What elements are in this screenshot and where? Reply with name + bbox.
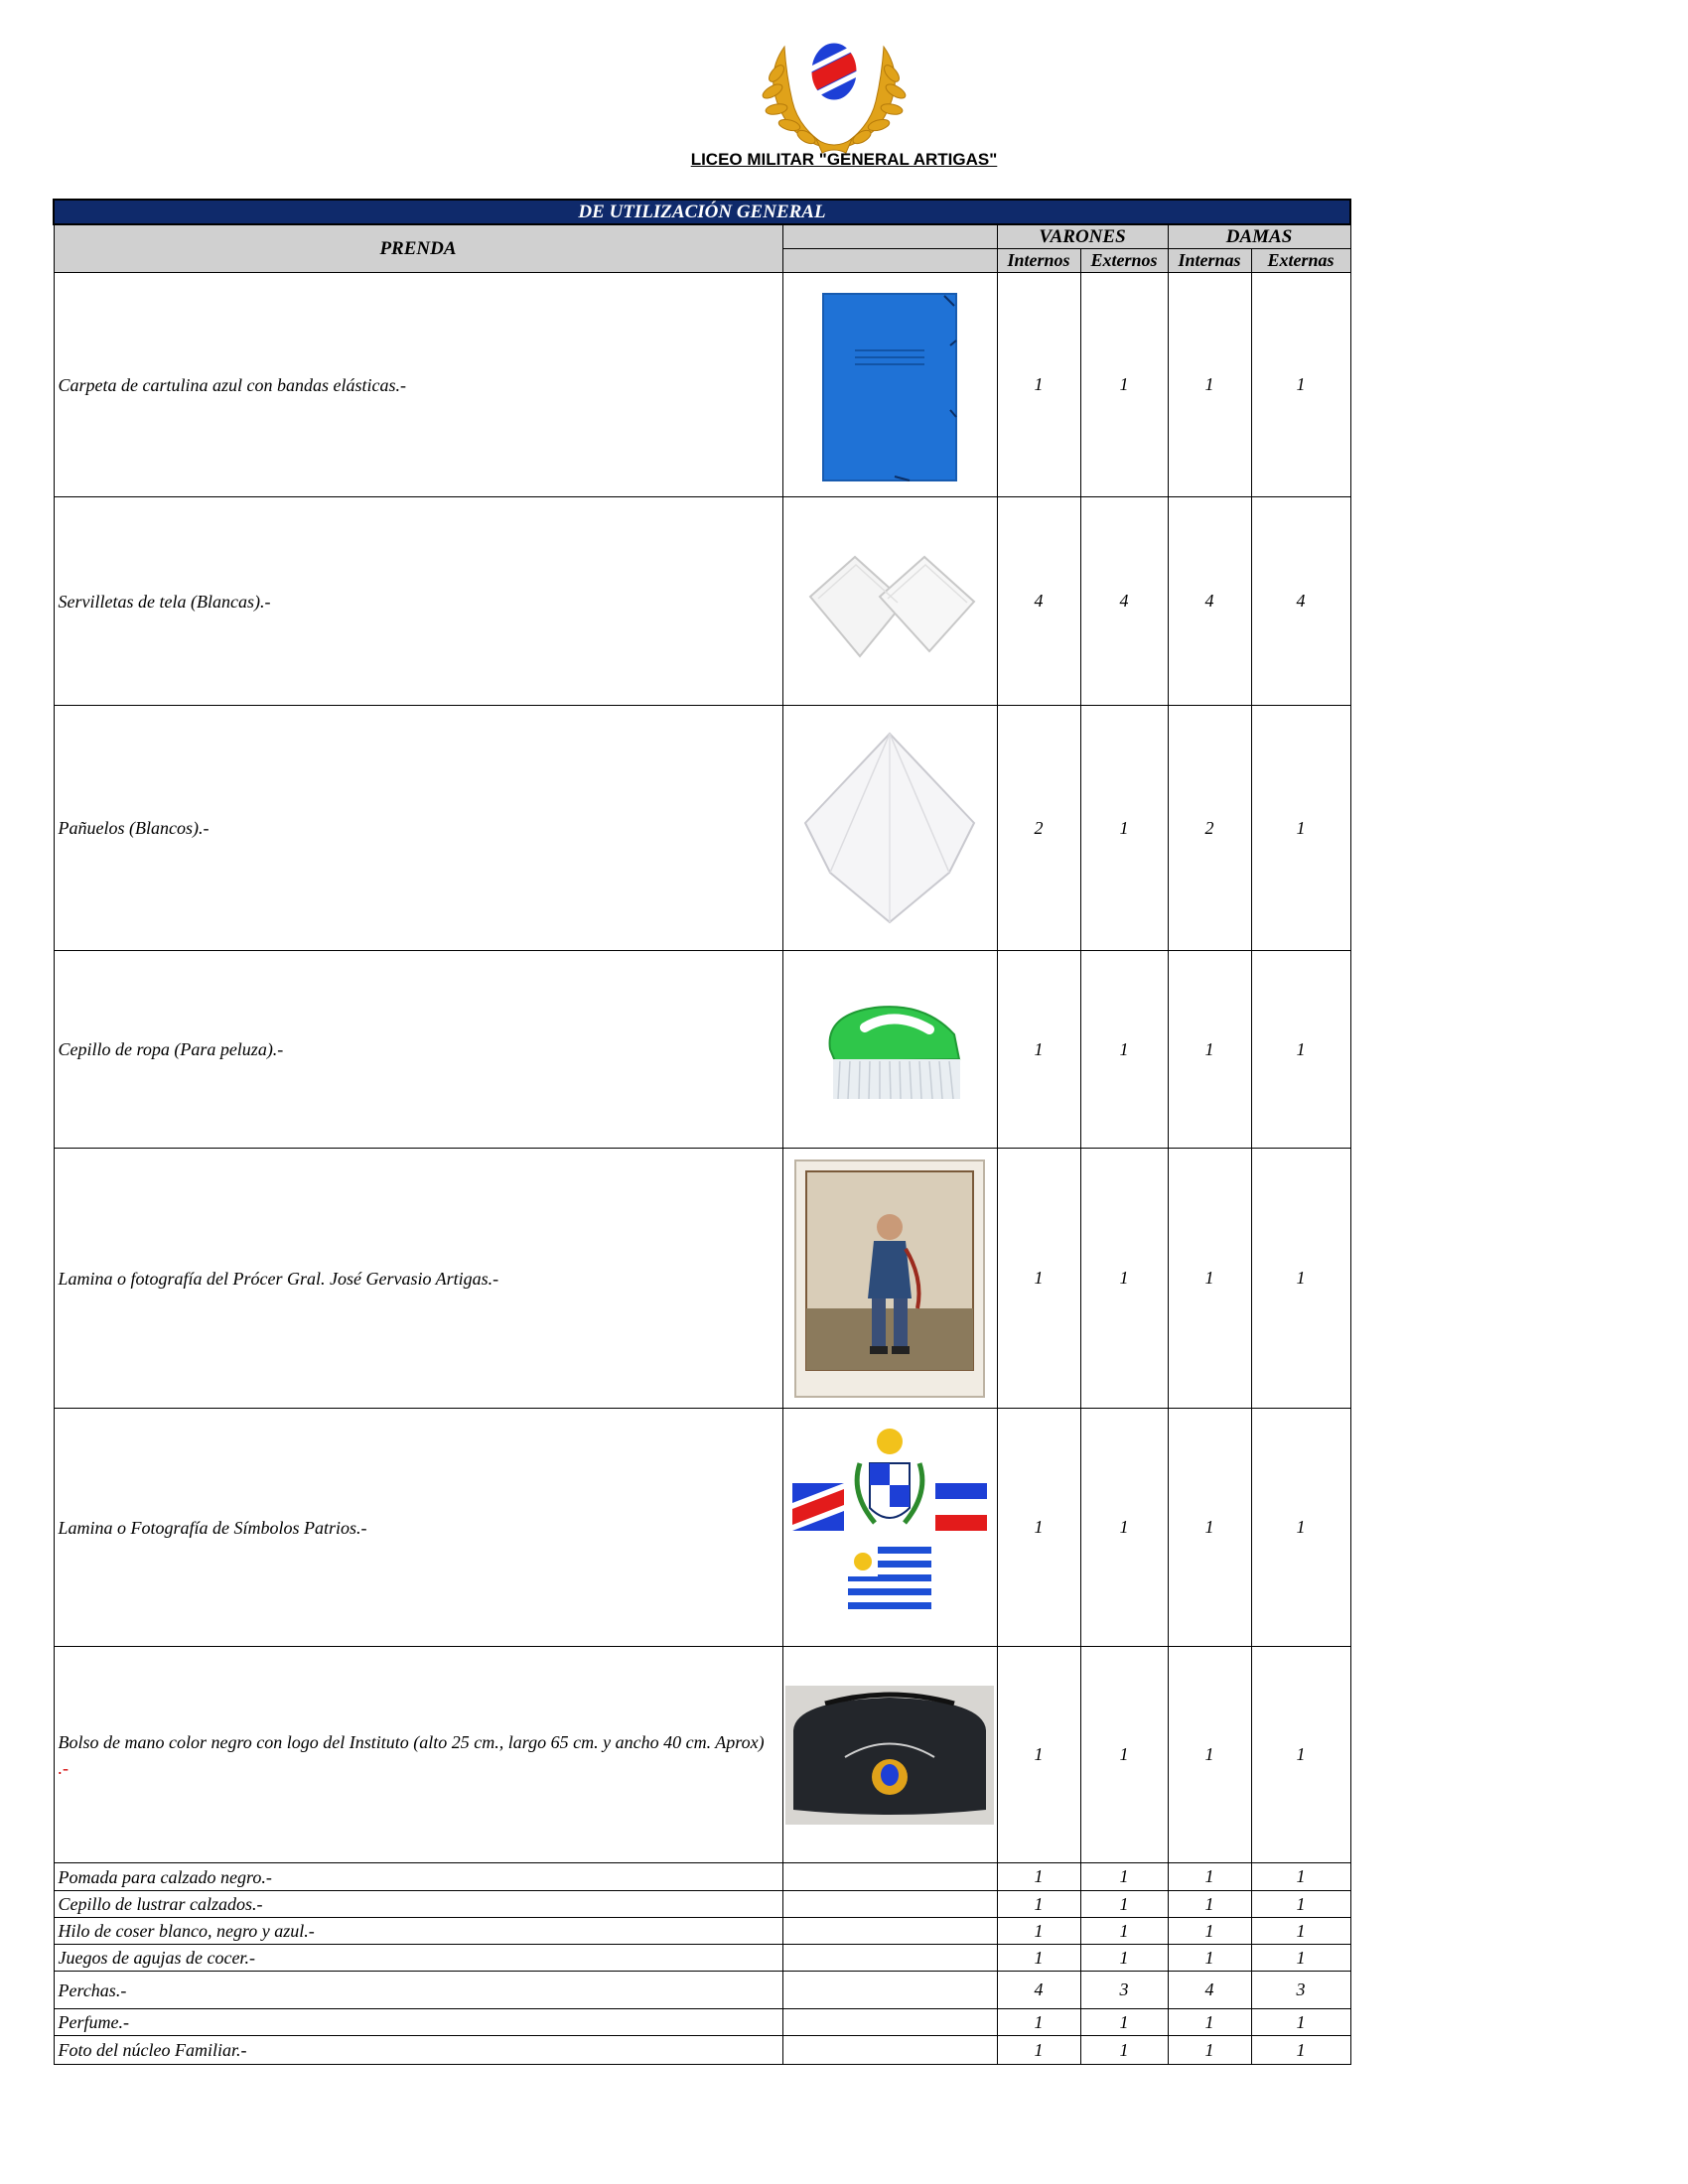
qty-damas-internas: 1 <box>1168 1918 1251 1945</box>
qty-damas-internas: 1 <box>1168 2036 1251 2065</box>
item-image <box>782 1149 997 1409</box>
table-row <box>54 2009 1350 2036</box>
qty-varones-externos: 1 <box>1080 1891 1168 1918</box>
qty-damas-externas: 4 <box>1251 497 1350 706</box>
qty-varones-externos: 1 <box>1080 1409 1168 1647</box>
image-subheader <box>782 249 997 273</box>
qty-varones-externos: 1 <box>1080 2036 1168 2065</box>
qty-varones-externos: 1 <box>1080 706 1168 951</box>
item-name-text: Bolso de mano color negro con logo del Instituto (alto 25 cm., largo 65 cm. y ancho 40 cm. Aprox) <box>58 1731 765 1752</box>
qty-varones-internos: 4 <box>997 1972 1080 2009</box>
table-row <box>54 1409 1350 1647</box>
qty-varones-internos: 1 <box>997 2009 1080 2036</box>
item-image <box>782 1409 997 1647</box>
qty-damas-internas: 2 <box>1168 706 1251 951</box>
blue-folder-icon <box>815 286 964 484</box>
qty-varones-externos: 1 <box>1080 1863 1168 1891</box>
school-emblem-logo <box>755 22 914 156</box>
qty-varones-internos: 1 <box>997 951 1080 1149</box>
qty-varones-internos: 1 <box>997 273 1080 497</box>
qty-damas-externas: 3 <box>1251 1972 1350 2009</box>
item-name-suffix: .- <box>58 1757 69 1778</box>
qty-damas-externas: 1 <box>1251 1918 1350 1945</box>
national-symbols-icon <box>790 1424 989 1632</box>
qty-varones-externos: 1 <box>1080 2009 1168 2036</box>
table-row <box>54 1945 1350 1972</box>
varones-header: VARONES <box>997 224 1168 249</box>
item-name <box>54 1647 782 1863</box>
qty-damas-externas: 1 <box>1251 273 1350 497</box>
qty-varones-externos: 1 <box>1080 1647 1168 1863</box>
image-header <box>782 224 997 249</box>
qty-damas-externas: 1 <box>1251 1863 1350 1891</box>
item-image <box>782 1972 997 2009</box>
table-row <box>54 273 1350 497</box>
damas-header: DAMAS <box>1168 224 1350 249</box>
qty-damas-internas: 4 <box>1168 1972 1251 2009</box>
item-name: Juegos de agujas de cocer.- <box>54 1945 782 1972</box>
qty-damas-externas: 1 <box>1251 2009 1350 2036</box>
table-row <box>54 951 1350 1149</box>
subheader-externos: Externos <box>1080 249 1168 273</box>
item-image <box>782 951 997 1149</box>
qty-varones-internos: 2 <box>997 706 1080 951</box>
qty-varones-internos: 1 <box>997 2036 1080 2065</box>
item-name: Perfume.- <box>54 2009 782 2036</box>
black-duffel-bag-icon <box>785 1686 994 1825</box>
qty-damas-externas: 1 <box>1251 1891 1350 1918</box>
qty-varones-internos: 1 <box>997 1409 1080 1647</box>
qty-varones-externos: 4 <box>1080 497 1168 706</box>
item-name: Lamina o fotografía del Prócer Gral. José Gervasio Artigas.- <box>54 1149 782 1409</box>
white-handkerchief-icon <box>790 724 989 932</box>
item-image <box>782 273 997 497</box>
qty-damas-externas: 1 <box>1251 2036 1350 2065</box>
qty-damas-internas: 1 <box>1168 2009 1251 2036</box>
qty-damas-externas: 1 <box>1251 706 1350 951</box>
table-row <box>54 1647 1350 1863</box>
table-row <box>54 706 1350 951</box>
table-row <box>54 1972 1350 2009</box>
qty-damas-externas: 1 <box>1251 1945 1350 1972</box>
qty-varones-externos: 1 <box>1080 273 1168 497</box>
qty-varones-externos: 1 <box>1080 1945 1168 1972</box>
qty-damas-externas: 1 <box>1251 951 1350 1149</box>
qty-damas-externas: 1 <box>1251 1409 1350 1647</box>
table-row <box>54 1863 1350 1891</box>
item-image <box>782 706 997 951</box>
green-clothes-brush-icon <box>805 990 974 1109</box>
item-name: Pomada para calzado negro.- <box>54 1863 782 1891</box>
qty-varones-internos: 1 <box>997 1891 1080 1918</box>
item-image <box>782 2009 997 2036</box>
qty-varones-externos: 3 <box>1080 1972 1168 2009</box>
qty-varones-internos: 1 <box>997 1945 1080 1972</box>
qty-damas-internas: 1 <box>1168 1149 1251 1409</box>
qty-varones-internos: 4 <box>997 497 1080 706</box>
prenda-header: PRENDA <box>54 224 782 273</box>
qty-damas-externas: 1 <box>1251 1647 1350 1863</box>
subheader-externas: Externas <box>1251 249 1350 273</box>
item-name: Hilo de coser blanco, negro y azul.- <box>54 1918 782 1945</box>
table-row <box>54 497 1350 706</box>
item-name: Lamina o Fotografía de Símbolos Patrios.- <box>54 1409 782 1647</box>
qty-damas-internas: 1 <box>1168 1863 1251 1891</box>
table-row <box>54 1149 1350 1409</box>
qty-damas-internas: 1 <box>1168 1647 1251 1863</box>
qty-varones-internos: 1 <box>997 1149 1080 1409</box>
document-title: LICEO MILITAR "GENERAL ARTIGAS" <box>690 150 998 169</box>
qty-damas-internas: 1 <box>1168 1945 1251 1972</box>
qty-damas-internas: 1 <box>1168 951 1251 1149</box>
table-banner: DE UTILIZACIÓN GENERAL <box>54 200 1350 224</box>
items-table <box>53 199 1351 2065</box>
qty-varones-externos: 1 <box>1080 1918 1168 1945</box>
item-name: Foto del núcleo Familiar.- <box>54 2036 782 2065</box>
qty-varones-externos: 1 <box>1080 1149 1168 1409</box>
item-name: Carpeta de cartulina azul con bandas elásticas.- <box>54 273 782 497</box>
item-name: Servilletas de tela (Blancas).- <box>54 497 782 706</box>
subheader-internas: Internas <box>1168 249 1251 273</box>
subheader-internos: Internos <box>997 249 1080 273</box>
qty-damas-internas: 1 <box>1168 273 1251 497</box>
qty-damas-internas: 1 <box>1168 1409 1251 1647</box>
qty-varones-internos: 1 <box>997 1918 1080 1945</box>
qty-varones-internos: 1 <box>997 1647 1080 1863</box>
item-image <box>782 1863 997 1891</box>
item-image <box>782 1945 997 1972</box>
item-name: Cepillo de lustrar calzados.- <box>54 1891 782 1918</box>
item-image <box>782 1647 997 1863</box>
qty-varones-internos: 1 <box>997 1863 1080 1891</box>
white-napkins-icon <box>790 527 989 676</box>
table-row <box>54 1918 1350 1945</box>
table-row <box>54 1891 1350 1918</box>
item-name: Cepillo de ropa (Para peluza).- <box>54 951 782 1149</box>
qty-damas-internas: 4 <box>1168 497 1251 706</box>
qty-damas-internas: 1 <box>1168 1891 1251 1918</box>
artigas-portrait-icon <box>794 1160 985 1398</box>
item-name: Perchas.- <box>54 1972 782 2009</box>
item-name: Pañuelos (Blancos).- <box>54 706 782 951</box>
item-image <box>782 1891 997 1918</box>
item-image <box>782 1918 997 1945</box>
item-image <box>782 2036 997 2065</box>
qty-damas-externas: 1 <box>1251 1149 1350 1409</box>
item-image <box>782 497 997 706</box>
qty-varones-externos: 1 <box>1080 951 1168 1149</box>
table-row <box>54 2036 1350 2065</box>
